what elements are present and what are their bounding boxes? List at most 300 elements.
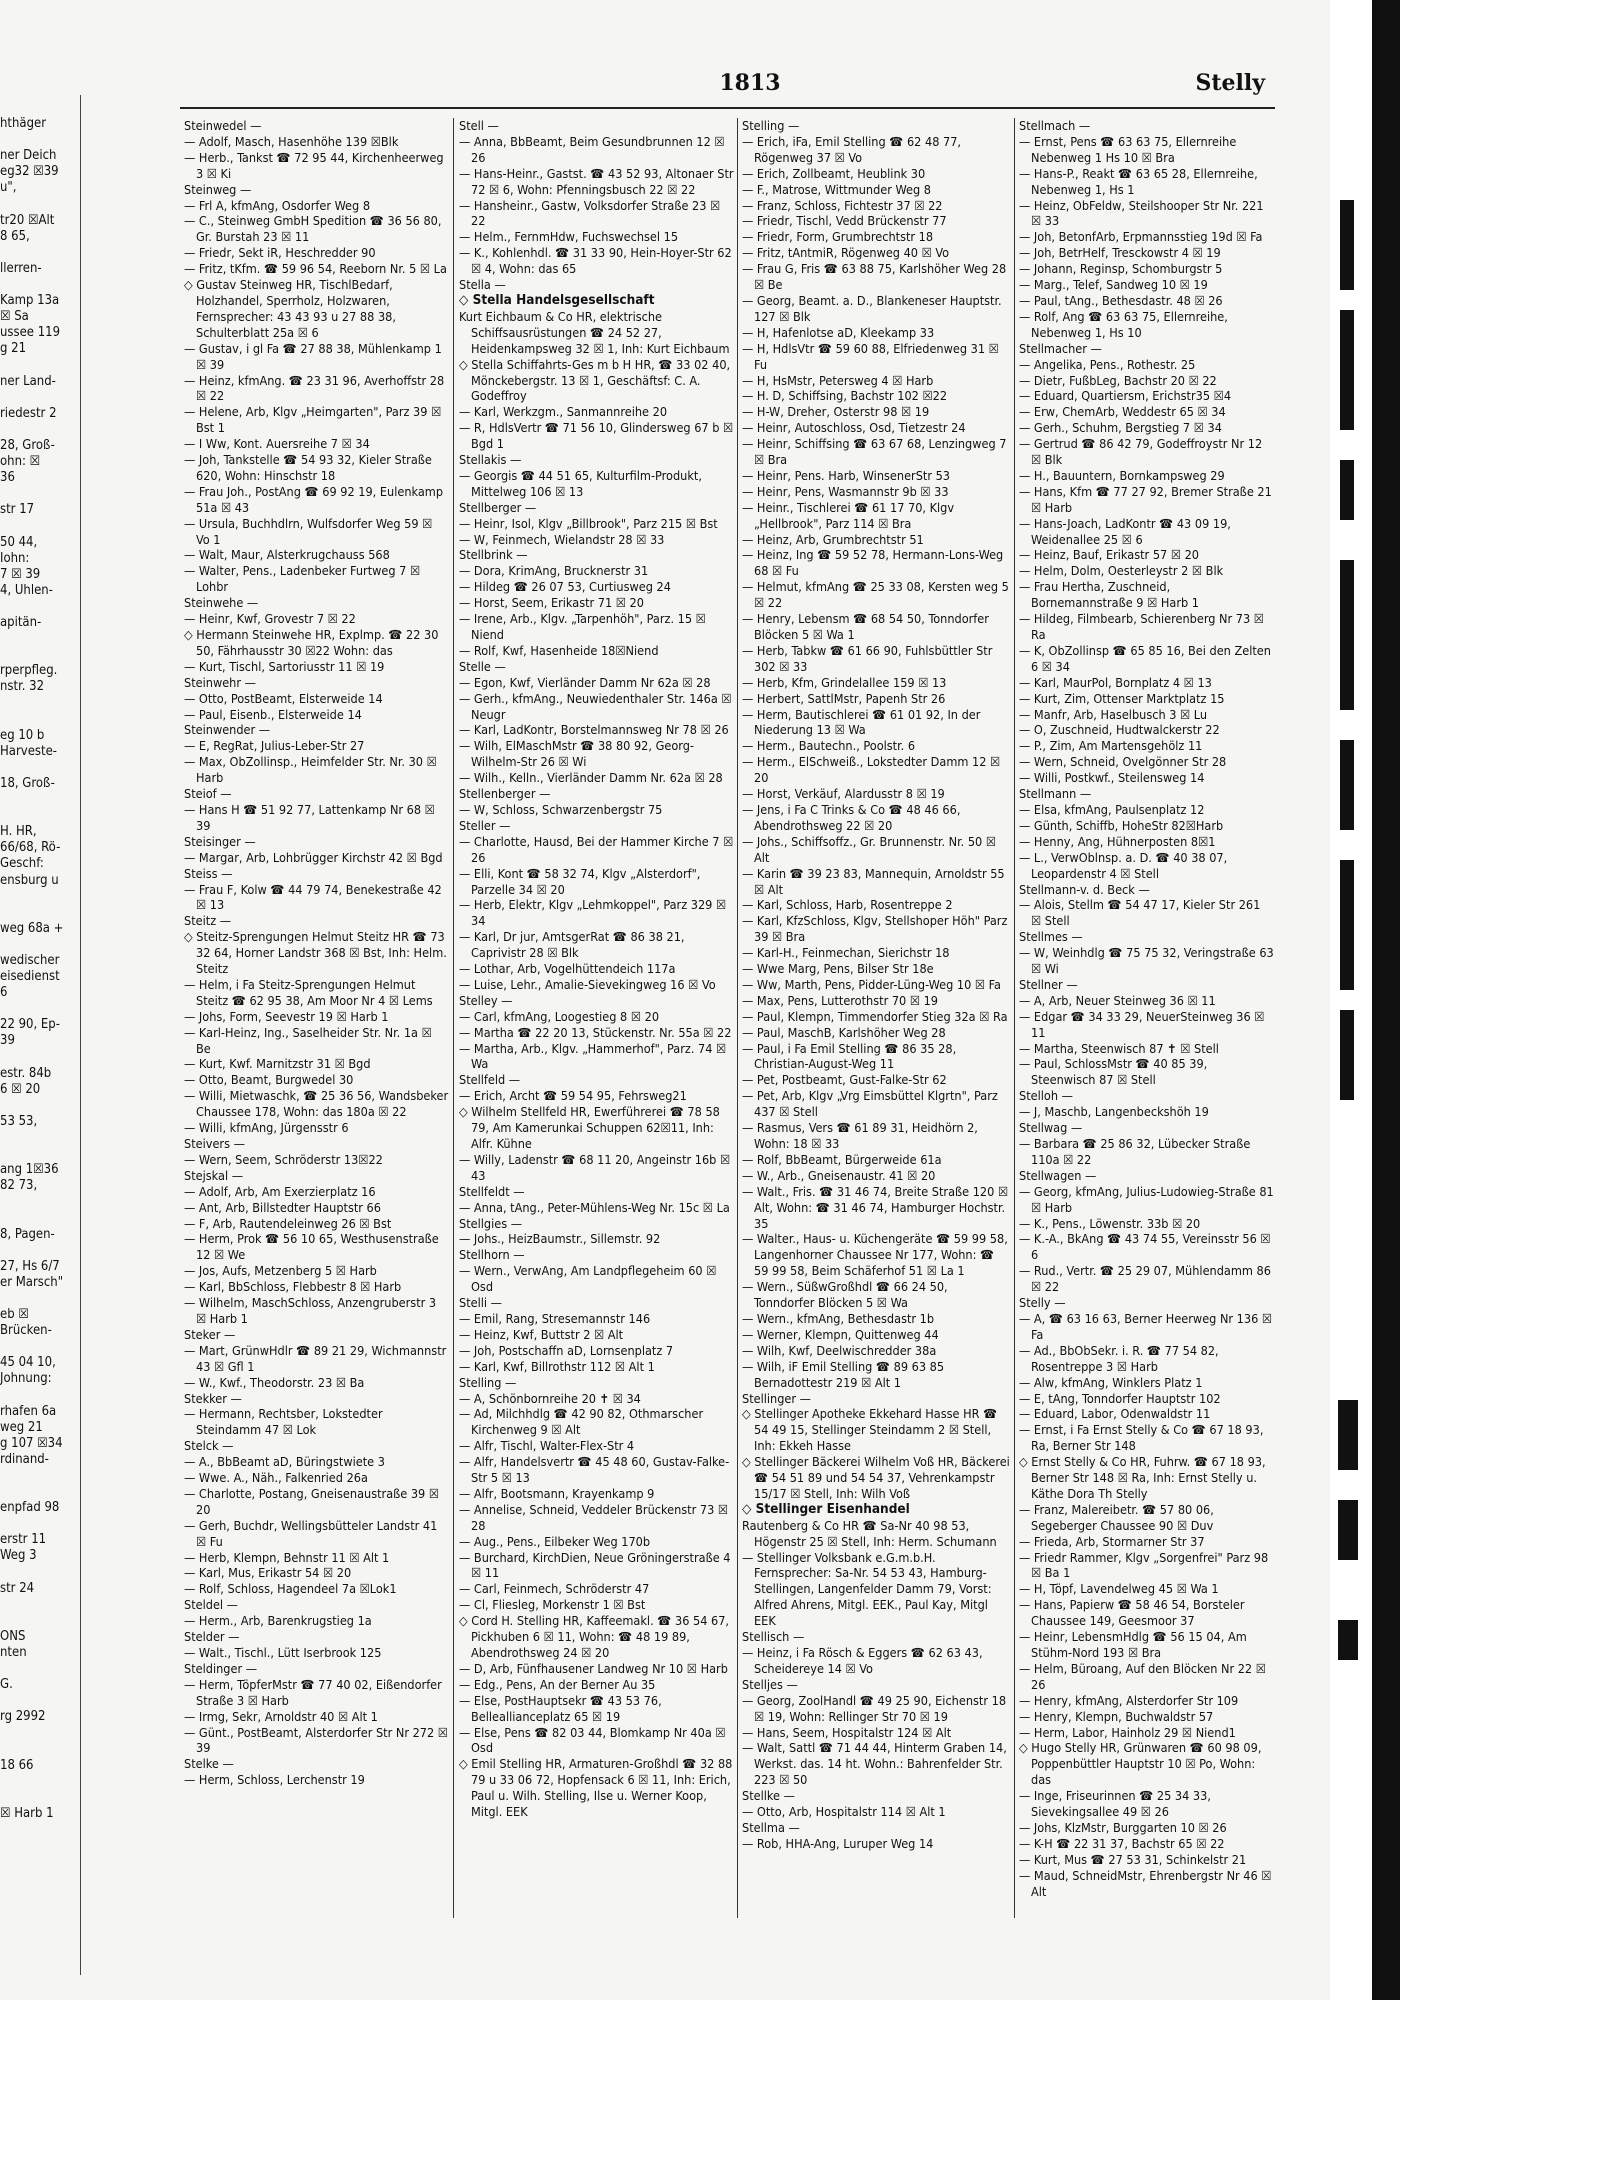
directory-entry: — Heinr, Isol, Klgv „Billbrook", Parz 215 ☒ Bst bbox=[459, 515, 718, 531]
directory-entry: — Wilhelm, MaschSchloss, Anzengruberstr 3 ☒ Harb 1 bbox=[184, 1295, 437, 1326]
directory-entry: ◇ Steitz-Sprengungen Helmut Steitz HR ☎ 73 32 64, Horner Landstr 368 ☒ Bst, Inh: Helm. Steitz bbox=[184, 929, 447, 977]
directory-entry: Steller — bbox=[459, 817, 511, 833]
fragment-line: rperpfleg. bbox=[0, 663, 58, 679]
directory-entry: — Else, PostHauptsekr ☎ 43 53 76, Belleallianceplatz 65 ☒ 19 bbox=[459, 1692, 662, 1724]
directory-entry: Stelck — bbox=[184, 1438, 234, 1454]
directory-entry: — Annelise, Schneid, Veddeler Brückenstr 73 ☒ 28 bbox=[459, 1501, 729, 1533]
directory-entry: — Kurt, Mus ☎ 27 53 31, Schinkelstr 21 bbox=[1019, 1851, 1247, 1867]
fragment-line: 50 44, bbox=[0, 534, 38, 550]
fragment-line bbox=[0, 486, 76, 502]
fragment-line: g 21 bbox=[0, 341, 27, 357]
directory-entry: — Edgar ☎ 34 33 29, NeuerSteinweg 36 ☒ 11 bbox=[1019, 1008, 1265, 1040]
directory-entry: — Rolf, Ang ☎ 63 63 75, Ellernreihe, Nebenweg 1, Hs 10 bbox=[1019, 308, 1228, 340]
directory-entry: — J, Maschb, Langenbeckshöh 19 bbox=[1019, 1104, 1209, 1120]
header-rule bbox=[180, 107, 1275, 109]
directory-entry: — Ursula, Buchhdlrn, Wulfsdorfer Weg 59 ☒ Vo 1 bbox=[184, 515, 433, 547]
directory-entry: — Joh, Tankstelle ☎ 54 93 32, Kieler Straße 620, Wohn: Hinschstr 18 bbox=[184, 452, 432, 483]
directory-entry: Steldel — bbox=[184, 1597, 239, 1613]
directory-entry: — Wern., SüßwGroßhdl ☎ 66 24 50, Tonndorfer Blöcken 5 ☒ Wa bbox=[742, 1279, 948, 1311]
directory-entry: — Elli, Kont ☎ 58 32 74, Klgv „Alsterdorf", Parzelle 34 ☒ 20 bbox=[459, 865, 701, 897]
directory-entry: — Georg, ZoolHandl ☎ 49 25 90, Eichenstr 18 ☒ 19, Wohn: Rellinger Str 70 ☒ 19 bbox=[742, 1692, 1007, 1724]
directory-entry: — Martha, Arb., Klgv. „Hammerhof", Parz. 74 ☒ Wa bbox=[459, 1040, 727, 1072]
directory-entry: — Jens, i Fa C Trinks & Co ☎ 48 46 66, Abendrothsweg 22 ☒ 20 bbox=[742, 801, 961, 833]
running-head: Stelly bbox=[1195, 70, 1265, 96]
directory-entry: — Frau Joh., PostAng ☎ 69 92 19, Eulenkamp 51a ☒ 43 bbox=[184, 483, 444, 515]
directory-entry: — Walt, Maur, Alsterkrugchauss 568 bbox=[184, 547, 390, 563]
fragment-line: nstr. 32 bbox=[0, 679, 45, 695]
fragment-line: ner Deich bbox=[0, 148, 57, 164]
fragment-line: enpfad 98 bbox=[0, 1500, 60, 1516]
directory-entry: Steitz — bbox=[184, 913, 232, 929]
directory-entry: — Herb, Elektr, Klgv „Lehmkoppel", Parz 329 ☒ 34 bbox=[459, 897, 727, 929]
directory-entry: — Johs., Schiffsoffz., Gr. Brunnenstr. Nr. 50 ☒ Alt bbox=[742, 833, 996, 865]
fragment-line: 53 53, bbox=[0, 1113, 38, 1129]
fragment-line bbox=[0, 760, 76, 776]
directory-entry: Stellma — bbox=[742, 1819, 800, 1835]
directory-entry: — Otto, Beamt, Burgwedel 30 bbox=[184, 1072, 354, 1088]
directory-entry: Stelle — bbox=[459, 658, 506, 674]
fragment-line bbox=[0, 1146, 76, 1162]
directory-entry: Steinwender — bbox=[184, 722, 271, 738]
fragment-line: 36 bbox=[0, 470, 15, 486]
directory-entry: Stellner — bbox=[1019, 976, 1078, 992]
directory-entry: — Johs, Form, Seevestr 19 ☒ Harb 1 bbox=[184, 1008, 389, 1024]
directory-entry: — Hildeg ☎ 26 07 53, Curtiusweg 24 bbox=[459, 579, 671, 595]
directory-entry: — Henny, Ang, Hühnerposten 8☒1 bbox=[1019, 833, 1216, 849]
directory-entry: Steisinger — bbox=[184, 833, 256, 849]
directory-entry: Steinwehe — bbox=[184, 595, 259, 611]
fragment-line: hthäger bbox=[0, 116, 47, 132]
directory-entry: — Jos, Aufs, Metzenberg 5 ☒ Harb bbox=[184, 1263, 377, 1279]
directory-entry: — Erich, iFa, Emil Stelling ☎ 62 48 77, Rögenweg 37 ☒ Vo bbox=[742, 133, 962, 165]
directory-entry: Stellisch — bbox=[742, 1629, 805, 1645]
fragment-line: rdinand- bbox=[0, 1451, 49, 1467]
directory-entry: — Herb., Tankst ☎ 72 95 44, Kirchenheerweg 3 ☒ Ki bbox=[184, 149, 444, 181]
directory-entry: Stelder — bbox=[184, 1629, 240, 1645]
fragment-line: weg 68a + bbox=[0, 920, 64, 936]
directory-entry: — Alw, kfmAng, Winklers Platz 1 bbox=[1019, 1374, 1203, 1390]
fragment-line bbox=[0, 1050, 76, 1066]
directory-entry: — Friedr Rammer, Klgv „Sorgenfrei" Parz 98 ☒ Ba 1 bbox=[1019, 1549, 1269, 1581]
directory-entry: — Karl-Heinz, Ing., Saselheider Str. Nr. 1a ☒ Be bbox=[184, 1024, 432, 1056]
fragment-line: 45 04 10, bbox=[0, 1355, 56, 1371]
directory-entry: Stelloh — bbox=[1019, 1088, 1073, 1104]
directory-entry: — Joh, BetonfArb, Erpmannsstieg 19d ☒ Fa bbox=[1019, 229, 1263, 245]
directory-entry: Stelly — bbox=[1019, 1295, 1066, 1311]
directory-entry: — Franz, Malereibetr. ☎ 57 80 06, Segeberger Chaussee 90 ☒ Duv bbox=[1019, 1501, 1214, 1533]
directory-entry: — P., Zim, Am Martensgehölz 11 bbox=[1019, 738, 1203, 754]
next-page-edge bbox=[1330, 0, 1372, 2000]
page-number: 1813 bbox=[719, 70, 781, 96]
directory-entry: — Gerh., kfmAng., Neuwiedenthaler Str. 146a ☒ Neugr bbox=[459, 690, 732, 722]
fragment-line bbox=[0, 599, 76, 615]
directory-entry: — Heinr, Autoschloss, Osd, Tietzestr 24 bbox=[742, 420, 966, 436]
fragment-line: str 24 bbox=[0, 1580, 35, 1596]
directory-entry: Steinwehr — bbox=[184, 674, 256, 690]
fragment-line bbox=[0, 1484, 76, 1500]
fragment-line: 8 65, bbox=[0, 228, 30, 244]
directory-entry: ◇ Stella Schiffahrts-Ges m b H HR, ☎ 33 02 40, Mönckebergstr. 13 ☒ 1, Geschäftsf: C. A. Godeffroy bbox=[459, 356, 731, 404]
directory-entry: — Henry, kfmAng, Alsterdorfer Str 109 bbox=[1019, 1692, 1239, 1708]
directory-entry: — I Ww, Kont. Auersreihe 7 ☒ 34 bbox=[184, 436, 370, 452]
directory-entry: — Dora, KrimAng, Brucknerstr 31 bbox=[459, 563, 649, 579]
directory-entry: Stellinger — bbox=[742, 1390, 811, 1406]
fragment-line: H. HR, bbox=[0, 824, 37, 840]
directory-entry: Stelling — bbox=[459, 1374, 517, 1390]
fragment-line: Kamp 13a bbox=[0, 293, 60, 309]
directory-entry: — Herm., Bautechn., Poolstr. 6 bbox=[742, 738, 916, 754]
directory-entry: — Hildeg, Filmbearb, Schierenberg Nr 73 ☒ Ra bbox=[1019, 611, 1264, 642]
directory-entry: — Friedr, Tischl, Vedd Brückenstr 77 bbox=[742, 213, 947, 229]
directory-entry: — F, Arb, Rautendeleinweg 26 ☒ Bst bbox=[184, 1215, 392, 1231]
directory-entry: — Ad., BbObSekr. i. R. ☎ 77 54 82, Rosentreppe 3 ☒ Harb bbox=[1019, 1342, 1219, 1374]
directory-entry: — W, Weinhdlg ☎ 75 75 32, Veringstraße 63 ☒ Wi bbox=[1019, 945, 1274, 977]
directory-entry: — W, Schloss, Schwarzenbergstr 75 bbox=[459, 801, 663, 817]
directory-entry: — Willy, Ladenstr ☎ 68 11 20, Angeinstr 16b ☒ 43 bbox=[459, 1151, 731, 1183]
fragment-line: ner Land- bbox=[0, 373, 56, 389]
directory-entry: — Heinr, Kwf, Grovestr 7 ☒ 22 bbox=[184, 611, 356, 627]
column-divider bbox=[453, 118, 454, 1918]
fragment-line: 39 bbox=[0, 1033, 15, 1049]
fragment-line: er Marsch" bbox=[0, 1274, 64, 1290]
directory-entry: — Herm., Arb, Barenkrugstieg 1a bbox=[184, 1613, 372, 1629]
directory-entry: — Pet, Arb, Klgv „Vrg Eimsbüttel Klgrtn", Parz 437 ☒ Stell bbox=[742, 1088, 998, 1120]
directory-entry: — Edg., Pens, An der Berner Au 35 bbox=[459, 1676, 656, 1692]
directory-entry: — Hans, Kfm ☎ 77 27 92, Bremer Straße 21 ☒ Harb bbox=[1019, 483, 1272, 515]
directory-entry: — Wern, Schneid, Ovelgönner Str 28 bbox=[1019, 754, 1227, 770]
fragment-divider bbox=[80, 95, 81, 1975]
directory-entry: Stellgies — bbox=[459, 1215, 523, 1231]
fragment-line bbox=[0, 1001, 76, 1017]
directory-entry: Stellfeld — bbox=[459, 1072, 521, 1088]
directory-entry: — Karl, LadKontr, Borstelmannsweg Nr 78 ☒ 26 bbox=[459, 722, 729, 738]
directory-entry: — A, Schönbornreihe 20 ✝ ☒ 34 bbox=[459, 1390, 641, 1406]
directory-entry: ◇ Ernst Stelly & Co HR, Fuhrw. ☎ 67 18 93, Berner Str 148 ☒ Ra, Inh: Ernst Stelly u. Käthe Dora Th Stelly bbox=[1019, 1454, 1266, 1501]
fragment-line bbox=[0, 1243, 76, 1259]
directory-entry: — Heinz, Arb, Grumbrechtstr 51 bbox=[742, 531, 924, 547]
fragment-line: Brücken- bbox=[0, 1323, 52, 1339]
directory-entry: — Erich, Archt ☎ 59 54 95, Fehrsweg21 bbox=[459, 1088, 687, 1104]
fragment-line: Harveste- bbox=[0, 743, 57, 759]
directory-entry: — Max, ObZollinsp., Heimfelder Str. Nr. 30 ☒ Harb bbox=[184, 754, 437, 786]
fragment-line: erstr 11 bbox=[0, 1532, 47, 1548]
directory-entry: Steivers — bbox=[184, 1136, 245, 1151]
fragment-line bbox=[0, 1291, 76, 1307]
directory-entry: — Inge, Friseurinnen ☎ 25 34 33, Sievekingsallee 49 ☒ 26 bbox=[1019, 1788, 1211, 1820]
directory-entry: — K., Kohlenhdl. ☎ 31 33 90, Hein-Hoyer-Str 62 ☒ 4, Wohn: das 65 bbox=[459, 245, 732, 277]
directory-entry: — Hans-Heinr., Gastst. ☎ 43 52 93, Altonaer Str 72 ☒ 6, Wohn: Pfenningsbusch 22 ☒ 22 bbox=[459, 165, 734, 197]
directory-entry: — Herm, Schloss, Lerchenstr 19 bbox=[184, 1772, 365, 1788]
directory-entry: — Pet, Postbeamt, Gust-Falke-Str 62 bbox=[742, 1072, 947, 1088]
fragment-line bbox=[0, 808, 76, 824]
directory-entry: — Irene, Arb., Klgv. „Tarpenhöh", Parz. 15 ☒ Niend bbox=[459, 611, 706, 642]
directory-entry: — Johs., HeizBaumstr., Sillemstr. 92 bbox=[459, 1231, 661, 1247]
directory-entry: — Heinz, Bauf, Erikastr 57 ☒ 20 bbox=[1019, 547, 1199, 563]
column-3 bbox=[742, 118, 1011, 1998]
directory-entry: — Eduard, Quartiersm, Erichstr35 ☒4 bbox=[1019, 388, 1232, 404]
directory-entry: — Friedr, Form, Grumbrechtstr 18 bbox=[742, 229, 934, 245]
directory-entry: — H, Töpf, Lavendelweg 45 ☒ Wa 1 bbox=[1019, 1581, 1219, 1597]
fragment-line: 6 ☒ 20 bbox=[0, 1081, 41, 1097]
fragment-line bbox=[0, 1516, 76, 1532]
directory-entry: — Paul, Eisenb., Elsterweide 14 bbox=[184, 706, 362, 722]
column-divider bbox=[737, 118, 738, 1918]
directory-entry: — Walter, Pens., Ladenbeker Furtweg 7 ☒ Lohbr bbox=[184, 563, 421, 595]
fragment-line: 18, Groß- bbox=[0, 775, 55, 791]
column-4 bbox=[1019, 118, 1274, 1998]
directory-entry: Stelley — bbox=[459, 992, 513, 1008]
directory-entry: — Mart, GrünwHdlr ☎ 89 21 29, Wichmannstr 43 ☒ Gfl 1 bbox=[184, 1342, 447, 1374]
directory-entry: — Helene, Arb, Klgv „Heimgarten", Parz 39 ☒ Bst 1 bbox=[184, 404, 442, 436]
fragment-line: rhafen 6a bbox=[0, 1403, 57, 1419]
fragment-line bbox=[0, 889, 76, 905]
directory-entry: — Alfr, Handelsvertr ☎ 45 48 60, Gustav-Falke-Str 5 ☒ 13 bbox=[459, 1454, 730, 1486]
directory-entry: — H. D, Schiffsing, Bachstr 102 ☒22 bbox=[742, 388, 948, 404]
directory-entry: — Dietr, FußbLeg, Bachstr 20 ☒ 22 bbox=[1019, 372, 1217, 388]
directory-entry: — K-H ☎ 22 31 37, Bachstr 65 ☒ 22 bbox=[1019, 1835, 1225, 1851]
fragment-line: u", bbox=[0, 180, 17, 196]
directory-entry: — Alfr, Bootsmann, Krayenkamp 9 bbox=[459, 1485, 655, 1501]
directory-entry: — Heinz, i Fa Rösch & Eggers ☎ 62 63 43, Scheidereye 14 ☒ Vo bbox=[742, 1645, 983, 1676]
fragment-line: ☒ Harb 1 bbox=[0, 1805, 54, 1821]
directory-entry: — Luise, Lehr., Amalie-Sievekingweg 16 ☒ Vo bbox=[459, 976, 716, 992]
fragment-line bbox=[0, 712, 76, 728]
directory-entry: — Ad, Milchhdlg ☎ 42 90 82, Othmarscher Kirchenweg 9 ☒ Alt bbox=[459, 1406, 704, 1438]
directory-entry: Steiss — bbox=[184, 865, 233, 881]
fragment-line: 28, Groß- bbox=[0, 437, 55, 453]
directory-entry: — Angelika, Pens., Rothestr. 25 bbox=[1019, 356, 1196, 372]
directory-entry: — Martha, Steenwisch 87 ✝ ☒ Stell bbox=[1019, 1040, 1219, 1056]
directory-entry: — Friedr, Sekt iR, Heschredder 90 bbox=[184, 245, 376, 261]
directory-entry: — Ernst, i Fa Ernst Stelly & Co ☎ 67 18 93, Ra, Berner Str 148 bbox=[1019, 1422, 1264, 1454]
fragment-line: apitän- bbox=[0, 615, 42, 630]
directory-entry: Stelling — bbox=[742, 118, 800, 133]
directory-entry: — H, HdlsVtr ☎ 59 60 88, Elfriedenweg 31 ☒ Fu bbox=[742, 340, 999, 372]
directory-entry: — Rolf, Kwf, Hasenheide 18☒Niend bbox=[459, 642, 659, 658]
directory-entry: — Rasmus, Vers ☎ 61 89 31, Heidhörn 2, Wohn: 18 ☒ 33 bbox=[742, 1120, 978, 1151]
directory-entry: — Paul, i Fa Emil Stelling ☎ 86 35 28, Christian-August-Weg 11 bbox=[742, 1040, 957, 1072]
directory-entry: Stekker — bbox=[184, 1390, 242, 1406]
directory-entry: — Herm, TöpferMstr ☎ 77 40 02, Eißendorfer Straße 3 ☒ Harb bbox=[184, 1676, 442, 1708]
directory-entry: — Ernst, Pens ☎ 63 63 75, Ellernreihe Nebenweg 1 Hs 10 ☒ Bra bbox=[1019, 133, 1237, 165]
fragment-line: ☒ Sa bbox=[0, 309, 29, 325]
directory-entry: — Heinr., Tischlerei ☎ 61 17 70, Klgv „Hellbrook", Parz 114 ☒ Bra bbox=[742, 499, 955, 531]
directory-entry: — Herm, Labor, Hainholz 29 ☒ Niend1 bbox=[1019, 1724, 1236, 1740]
binding-shadow bbox=[1372, 0, 1400, 2000]
directory-entry: — W, Feinmech, Wielandstr 28 ☒ 33 bbox=[459, 531, 665, 547]
directory-entry: — Horst, Verkäuf, Alardusstr 8 ☒ 19 bbox=[742, 786, 945, 802]
fragment-line: ohn: ☒ bbox=[0, 454, 41, 470]
directory-entry: — Wilh, iF Emil Stelling ☎ 89 63 85 Bernadottestr 219 ☒ Alt 1 bbox=[742, 1358, 945, 1390]
directory-entry: — Hansheinr., Gastw, Volksdorfer Straße 23 ☒ 22 bbox=[459, 197, 721, 229]
directory-entry: Steker — bbox=[184, 1326, 236, 1342]
directory-entry: — Frau F, Kolw ☎ 44 79 74, Benekestraße 42 ☒ 13 bbox=[184, 881, 442, 913]
directory-entry: — Wern., VerwAng, Am Landpflegeheim 60 ☒ Osd bbox=[459, 1263, 717, 1295]
fragment-line bbox=[0, 937, 76, 953]
directory-entry: — Helmut, kfmAng ☎ 25 33 08, Kersten weg 5 ☒ 22 bbox=[742, 579, 1009, 611]
directory-entry: — Frieda, Arb, Stormarner Str 37 bbox=[1019, 1533, 1205, 1549]
directory-entry: — Otto, PostBeamt, Elsterweide 14 bbox=[184, 690, 383, 706]
directory-entry: — Karl, Dr jur, AmtsgerRat ☎ 86 38 21, Caprivistr 28 ☒ Blk bbox=[459, 929, 685, 961]
directory-entry: — H, Hafenlotse aD, Kleekamp 33 bbox=[742, 324, 935, 340]
directory-entry: — Wilh., Kelln., Vierländer Damm Nr. 62a ☒ 28 bbox=[459, 770, 723, 786]
fragment-line bbox=[0, 631, 76, 647]
directory-entry: Stellke — bbox=[742, 1788, 795, 1804]
directory-entry: — Paul, Klempn, Timmendorfer Stieg 32a ☒ Ra bbox=[742, 1008, 1008, 1024]
directory-entry: — Irmg, Sekr, Arnoldstr 40 ☒ Alt 1 bbox=[184, 1708, 378, 1724]
fragment-line: ONS bbox=[0, 1628, 26, 1644]
directory-entry: — Aug., Pens., Eilbeker Weg 170b bbox=[459, 1533, 651, 1549]
directory-entry: ◇ Stellinger Apotheke Ekkehard Hasse HR ☎ 54 49 15, Stellinger Steindamm 2 ☒ Stell, Inh: Ekkeh Hasse bbox=[742, 1406, 998, 1454]
directory-entry: — Charlotte, Hausd, Bei der Hammer Kirche 7 ☒ 26 bbox=[459, 833, 734, 865]
directory-entry: — Herbert, SattlMstr, Papenh Str 26 bbox=[742, 690, 946, 706]
fragment-line: Weg 3 bbox=[0, 1548, 37, 1564]
directory-entry: — Frl A, kfmAng, Osdorfer Weg 8 bbox=[184, 197, 371, 213]
directory-entry: — Elsa, kfmAng, Paulsenplatz 12 bbox=[1019, 801, 1205, 817]
directory-entry: — Wwe Marg, Pens, Bilser Str 18e bbox=[742, 961, 934, 977]
directory-entry: — Eduard, Labor, Odenwaldstr 11 bbox=[1019, 1406, 1211, 1422]
directory-entry: — Frau Hertha, Zuschneid, Bornemannstraße 9 ☒ Harb 1 bbox=[1019, 579, 1199, 611]
fragment-line: weg 21 bbox=[0, 1419, 43, 1435]
fragment-line: estr. 84b bbox=[0, 1065, 52, 1081]
directory-entry: Stellhorn — bbox=[459, 1247, 525, 1263]
directory-entry: — Rolf, Schloss, Hagendeel 7a ☒Lok1 bbox=[184, 1581, 397, 1597]
directory-entry: — Willi, kfmAng, Jürgensstr 6 bbox=[184, 1120, 349, 1136]
directory-entry: ◇ Wilhelm Stellfeld HR, Ewerführerei ☎ 78 58 79, Am Kamerunkai Schuppen 62☒11, Inh: Alfr. Kühne bbox=[459, 1104, 720, 1151]
directory-entry: — Erich, Zollbeamt, Heublink 30 bbox=[742, 165, 926, 181]
fragment-line: eb ☒ bbox=[0, 1307, 29, 1323]
directory-entry: — Kurt, Kwf. Marnitzstr 31 ☒ Bgd bbox=[184, 1056, 371, 1072]
fragment-line: 18 66 bbox=[0, 1757, 34, 1773]
fragment-line: 7 ☒ 39 bbox=[0, 566, 41, 582]
directory-entry: — Stellinger Volksbank e.G.m.b.H. Fernsprecher: Sa-Nr. 54 53 43, Hamburg-Stellingen, Langenfelder Damm 79, Vorst: Alfred Ahrens, Mitgl. EEK., Paul Kay, Mitgl EEK bbox=[742, 1549, 992, 1629]
directory-entry: — Ww, Marth, Pens, Pidder-Lüng-Weg 10 ☒ Fa bbox=[742, 976, 1001, 992]
directory-entry: — Rud., Vertr. ☎ 25 29 07, Mühlendamm 86 ☒ 22 bbox=[1019, 1263, 1271, 1295]
fragment-line bbox=[0, 1661, 76, 1677]
fragment-line bbox=[0, 197, 76, 213]
fragment-line bbox=[0, 1210, 76, 1226]
directory-entry: — Karl, BbSchloss, Flebbestr 8 ☒ Harb bbox=[184, 1279, 402, 1295]
directory-entry: — Margar, Arb, Lohbrügger Kirchstr 42 ☒ Bgd bbox=[184, 849, 443, 865]
directory-entry: ◇ Stellinger Eisenhandel bbox=[742, 1500, 910, 1517]
directory-entry: Kurt Eichbaum & Co HR, elektrische Schiffsausrüstungen ☎ 24 52 27, Heidenkampsweg 32 ☒ 1, Inh: Kurt Eichbaum bbox=[459, 308, 730, 356]
directory-entry: — Manfr, Arb, Haselbusch 3 ☒ Lu bbox=[1019, 706, 1208, 722]
directory-entry: — Herm, Prok ☎ 56 10 65, Westhusenstraße 12 ☒ We bbox=[184, 1231, 439, 1263]
directory-entry: — Herm, Bautischlerei ☎ 61 01 92, In der Niederung 13 ☒ Wa bbox=[742, 706, 981, 738]
directory-entry: — Emil, Rang, Stresemannstr 146 bbox=[459, 1310, 651, 1326]
fragment-line: eg 10 b bbox=[0, 727, 45, 743]
directory-entry: — Else, Pens ☎ 82 03 44, Blomkamp Nr 40a ☒ Osd bbox=[459, 1724, 726, 1756]
directory-entry: — H-W, Dreher, Osterstr 98 ☒ 19 bbox=[742, 404, 930, 420]
directory-entry: — Fritz, tKfm. ☎ 59 96 54, Reeborn Nr. 5 ☒ La bbox=[184, 261, 447, 277]
directory-entry: — A, Arb, Neuer Steinweg 36 ☒ 11 bbox=[1019, 992, 1216, 1008]
directory-entry: — Heinz, kfmAng. ☎ 23 31 96, Averhoffstr 28 ☒ 22 bbox=[184, 372, 445, 404]
fragment-line: 27, Hs 6/7 bbox=[0, 1258, 60, 1274]
directory-entry: — Anna, BbBeamt, Beim Gesundbrunnen 12 ☒ 26 bbox=[459, 133, 725, 165]
directory-entry: — Wilh, ElMaschMstr ☎ 38 80 92, Georg-Wilhelm-Str 26 ☒ Wi bbox=[459, 738, 694, 770]
fragment-line bbox=[0, 1339, 76, 1355]
directory-entry: — Adolf, Arb, Am Exerzierplatz 16 bbox=[184, 1183, 376, 1199]
fragment-line: 8, Pagen- bbox=[0, 1226, 55, 1242]
directory-entry: — Gustav, i gl Fa ☎ 27 88 38, Mühlenkamp 1 ☒ 39 bbox=[184, 340, 442, 372]
directory-entry: — K, ObZollinsp ☎ 65 85 16, Bei den Zelten 6 ☒ 34 bbox=[1019, 642, 1271, 674]
directory-entry: Stellmacher — bbox=[1019, 340, 1102, 356]
directory-entry: — Joh, BetrHelf, Tresckowstr 4 ☒ 19 bbox=[1019, 245, 1221, 261]
directory-entry: ◇ Hermann Steinwehe HR, Explmp. ☎ 22 30 50, Fährhausstr 30 ☒22 Wohn: das bbox=[184, 627, 439, 658]
directory-entry: — Herm., ElSchweiß., Lokstedter Damm 12 ☒ 20 bbox=[742, 754, 1001, 786]
fragment-line bbox=[0, 277, 76, 293]
directory-entry: — Otto, Arb, Hospitalstr 114 ☒ Alt 1 bbox=[742, 1804, 946, 1820]
directory-entry: — Karl, Kwf, Billrothstr 112 ☒ Alt 1 bbox=[459, 1358, 655, 1374]
directory-entry: Stellwag — bbox=[1019, 1120, 1083, 1136]
fragment-line: riedestr 2 bbox=[0, 405, 57, 421]
directory-entry: — H., Bauuntern, Bornkampsweg 29 bbox=[1019, 467, 1225, 483]
column-divider bbox=[1014, 118, 1015, 1918]
directory-entry: — Willi, Mietwaschk, ☎ 25 36 56, Wandsbeker Chaussee 178, Wohn: das 180a ☒ 22 bbox=[184, 1088, 449, 1120]
directory-entry: Stelke — bbox=[184, 1756, 234, 1772]
directory-entry: — Walt., Tischl., Lütt Iserbrook 125 bbox=[184, 1645, 382, 1660]
fragment-line bbox=[0, 518, 76, 534]
column-1 bbox=[184, 118, 449, 1998]
fragment-line bbox=[0, 1693, 76, 1709]
directory-entry: — Maud, SchneidMstr, Ehrenbergstr Nr 46 ☒ Alt bbox=[1019, 1867, 1272, 1899]
previous-page-fragment bbox=[0, 100, 76, 1980]
fragment-line: ang 1☒36 bbox=[0, 1162, 59, 1178]
fragment-line: eg32 ☒39 bbox=[0, 164, 59, 180]
fragment-line: 22 90, Ep- bbox=[0, 1017, 60, 1033]
directory-entry: — Burchard, KirchDien, Neue Gröningerstraße 4 ☒ 11 bbox=[459, 1549, 731, 1581]
directory-entry: — Karl, Mus, Erikastr 54 ☒ 20 bbox=[184, 1565, 352, 1581]
directory-entry: — Hans-P., Reakt ☎ 63 65 28, Ellernreihe, Nebenweg 1, Hs 1 bbox=[1019, 165, 1258, 197]
directory-entry: — Martha ☎ 22 20 13, Stückenstr. Nr. 55a ☒ 22 bbox=[459, 1024, 732, 1040]
directory-entry: Stellakis — bbox=[459, 452, 522, 468]
directory-entry: — Gertrud ☎ 86 42 79, Godeffroystr Nr 12 ☒ Blk bbox=[1019, 436, 1263, 468]
directory-entry: Stelljes — bbox=[742, 1676, 798, 1692]
directory-entry: — Lothar, Arb, Vogelhüttendeich 117a bbox=[459, 961, 676, 977]
directory-entry: — Kurt, Zim, Ottenser Marktplatz 15 bbox=[1019, 690, 1225, 706]
directory-entry: — Paul, MaschB, Karlshöher Weg 28 bbox=[742, 1024, 946, 1040]
directory-entry: Stelli — bbox=[459, 1295, 502, 1311]
fragment-line: Iohn: bbox=[0, 550, 30, 566]
directory-entry: — E, tAng, Tonndorfer Hauptstr 102 bbox=[1019, 1390, 1221, 1406]
fragment-line bbox=[0, 1597, 76, 1613]
directory-entry: — Karl, Schloss, Harb, Rosentreppe 2 bbox=[742, 897, 953, 913]
directory-entry: ◇ Emil Stelling HR, Armaturen-Großhdl ☎ 32 88 79 u 33 06 72, Hopfensack 6 ☒ 11, Inh: Erich, Paul u. Wilh. Stelling, Ilse u. Werner Koop, Mitgl. EEK bbox=[459, 1756, 733, 1820]
directory-entry: — Fritz, tAntmiR, Rögenweg 40 ☒ Vo bbox=[742, 245, 950, 261]
directory-entry: — Hans-Joach, LadKontr ☎ 43 09 19, Weidenallee 25 ☒ 6 bbox=[1019, 515, 1231, 547]
directory-entry: Stejskal — bbox=[184, 1167, 244, 1183]
directory-entry: ◇ Stellinger Bäckerei Wilhelm Voß HR, Bäckerei ☎ 54 51 89 und 54 54 37, Vehrenkampstr 15/17 ☒ Stell, Inh: Wilh Voß bbox=[742, 1454, 1010, 1501]
directory-entry: Stellfeldt — bbox=[459, 1183, 525, 1199]
directory-entry: — Paul, tAng., Bethesdastr. 48 ☒ 26 bbox=[1019, 292, 1223, 308]
directory-entry: — Heinr, LebensmHdlg ☎ 56 15 04, Am Stühm-Nord 193 ☒ Bra bbox=[1019, 1629, 1247, 1660]
fragment-line bbox=[0, 905, 76, 921]
directory-entry: Stellmes — bbox=[1019, 929, 1083, 945]
directory-entry: — Henry, Klempn, Buchwaldstr 57 bbox=[1019, 1708, 1214, 1724]
fragment-line bbox=[0, 1613, 76, 1629]
directory-entry: — Wwe. A., Näh., Falkenried 26a bbox=[184, 1470, 368, 1486]
fragment-line bbox=[0, 245, 76, 261]
fragment-line bbox=[0, 1194, 76, 1210]
directory-entry: — Georg, kfmAng, Julius-Ludowieg-Straße 81 ☒ Harb bbox=[1019, 1183, 1274, 1215]
directory-entry: — Franz, Schloss, Fichtestr 37 ☒ 22 bbox=[742, 197, 943, 213]
directory-entry: — Hermann, Rechtsber, Lokstedter Steindamm 47 ☒ Lok bbox=[184, 1406, 383, 1438]
directory-entry: Stellmann-v. d. Beck — bbox=[1019, 881, 1150, 897]
directory-entry: Stellmann — bbox=[1019, 786, 1092, 802]
fragment-line bbox=[0, 100, 76, 116]
directory-entry: — Marg., Telef, Sandweg 10 ☒ 19 bbox=[1019, 277, 1208, 293]
directory-entry: — Heinz, Kwf, Buttstr 2 ☒ Alt bbox=[459, 1326, 624, 1342]
